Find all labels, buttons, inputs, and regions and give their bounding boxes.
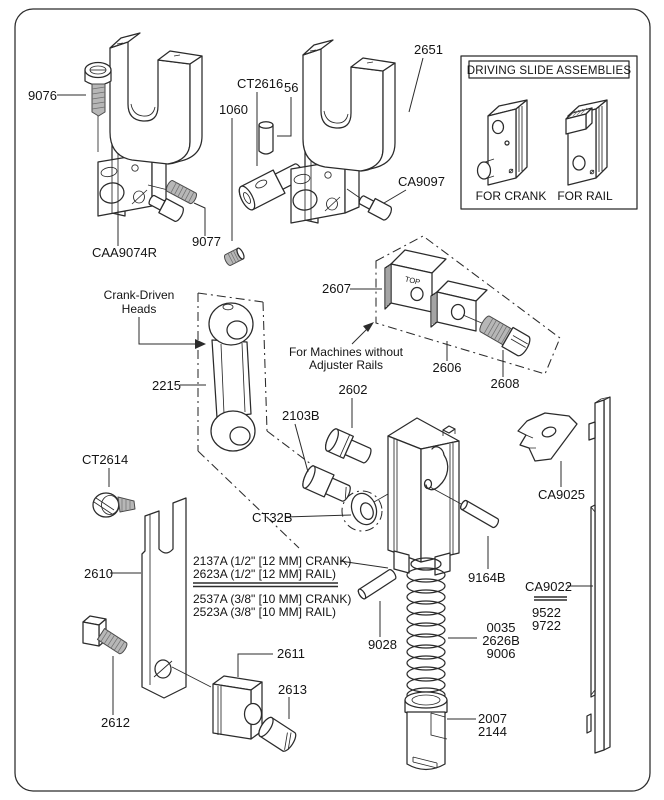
label-ca9022: CA9022: [525, 579, 572, 594]
size-row-4: 2523A (3/8" [10 MM] RAIL): [193, 605, 336, 619]
label-2144: 2144: [478, 724, 507, 739]
label-2606: 2606: [432, 360, 462, 375]
part-2215-connecting-rod: [209, 303, 255, 451]
inset-caption-crank: FOR CRANK: [475, 189, 547, 203]
label-2651: 2651: [414, 42, 443, 57]
label-2103b: 2103B: [282, 408, 320, 423]
label-2612: 2612: [101, 715, 130, 730]
label-9076: 9076: [28, 88, 57, 103]
driving-slide-assemblies-box: [461, 56, 637, 209]
label-ct2614: CT2614: [82, 452, 129, 467]
label-ca9025: CA9025: [538, 487, 585, 502]
label-2608: 2608: [490, 376, 520, 391]
part-56-pin: [259, 122, 273, 154]
top-marking: TOP: [404, 274, 422, 287]
inset-caption-rail: FOR RAIL: [557, 189, 613, 203]
label-2611: 2611: [277, 646, 305, 661]
note-without-rails-line2: Adjuster Rails: [308, 358, 384, 372]
label-ct32b: CT32B: [252, 510, 293, 525]
label-9522: 9522: [532, 605, 561, 620]
size-row-2: 2623A (1/2" [12 MM] RAIL): [193, 567, 336, 581]
label-1060: 1060: [219, 102, 248, 117]
label-2626b: 2626B: [482, 633, 520, 648]
label-2607: 2607: [322, 281, 351, 296]
label-2007: 2007: [478, 711, 507, 726]
label-9077: 9077: [192, 234, 221, 249]
size-row-1: 2137A (1/2" [12 MM] CRANK): [193, 554, 352, 568]
part-driving-slide-body: [388, 418, 463, 575]
note-without-rails-line1: For Machines without: [288, 345, 404, 359]
label-9028: 9028: [368, 637, 397, 652]
label-ca9097: CA9097: [398, 174, 445, 189]
label-2602: 2602: [338, 382, 368, 397]
note-crank-driven-heads-line1: Crank-Driven: [103, 288, 175, 302]
label-2610: 2610: [84, 566, 113, 581]
inset-rail-slide: [566, 100, 607, 185]
part-plunger: [405, 692, 447, 770]
label-2613: 2613: [278, 682, 307, 697]
label-2215: 2215: [152, 378, 181, 393]
label-9006: 9006: [486, 646, 516, 661]
label-ct2616: CT2616: [237, 76, 284, 91]
note-crank-driven-heads-line2: Heads: [121, 302, 157, 316]
label-56: 56: [284, 80, 299, 95]
label-0035: 0035: [486, 620, 516, 635]
label-9164b: 9164B: [468, 570, 506, 585]
label-caa9074r: CAA9074R: [92, 245, 158, 260]
inset-title: DRIVING SLIDE ASSEMBLIES: [466, 65, 632, 77]
size-row-3: 2537A (3/8" [10 MM] CRANK): [193, 592, 352, 606]
label-9722: 9722: [532, 618, 561, 633]
